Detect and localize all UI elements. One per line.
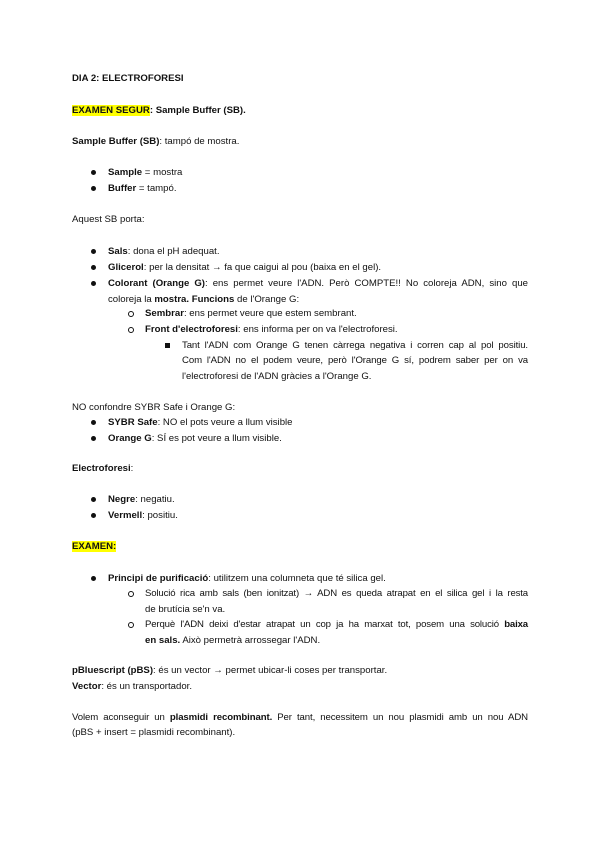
- definition: : ens permet veure l'ADN. Però COMPTE!! No coloreja ADN, sino que: [205, 278, 528, 289]
- bullet-icon: [91, 436, 96, 441]
- list-item-sembrar: [145, 308, 357, 320]
- list-item-vermell: [108, 510, 178, 522]
- adn-note-line-3: l'electroforesi de l'ADN gràcies a l'Orange G.: [182, 371, 372, 382]
- bold-text: mostra. Funcions: [154, 294, 235, 305]
- term: SYBR Safe: [108, 417, 158, 428]
- bullet-icon: [91, 281, 96, 286]
- colorant-line-2: [108, 294, 299, 306]
- circle-bullet-icon: [128, 311, 134, 317]
- page-title: DIA 2: ELECTROFORESI: [72, 73, 184, 84]
- definition: : NO el pots veure a llum visible: [157, 417, 293, 428]
- adn-note-line-1: Tant l'ADN com Orange G tenen càrrega negativa i corren cap al pol positiu.: [182, 340, 528, 351]
- term: Orange G: [108, 433, 152, 444]
- definition: : negatiu.: [135, 494, 175, 505]
- no-confondre-text: NO confondre SYBR Safe i Orange G:: [72, 402, 236, 413]
- term: Sembrar: [145, 308, 184, 319]
- term: Colorant (Orange G): [108, 278, 205, 289]
- bullet-icon: [91, 186, 96, 191]
- volem-line-2: (pBS + insert = plasmidi recombinant).: [72, 727, 236, 738]
- heading-text: Electroforesi: [72, 463, 131, 474]
- definition: : és un vector → permet ubicar-li coses per transportar.: [153, 665, 388, 676]
- bullet-icon: [91, 420, 96, 425]
- exam-highlight: EXAMEN:: [72, 541, 117, 552]
- pbs-definition: [72, 665, 387, 677]
- definition: : SÍ es pot veure a llum visible.: [151, 433, 282, 444]
- list-item-sybr: [108, 417, 293, 429]
- circle-bullet-icon: [128, 591, 134, 597]
- adn-note-line-2: Com l'ADN no el podem veure, però l'Orange G sí, podrem saber per on va: [182, 355, 528, 366]
- definition: : és un transportador.: [101, 681, 193, 692]
- bullet-icon: [91, 576, 96, 581]
- term: Vector: [72, 681, 102, 692]
- square-bullet-icon: [165, 343, 170, 348]
- definition: : ens informa per on va l'electroforesi.: [237, 324, 398, 335]
- bullet-icon: [91, 249, 96, 254]
- list-item-front: [145, 324, 398, 336]
- text: Perquè l'ADN deixi d'estar atrapat un cop ja ha marxat tot, posem una solució: [145, 619, 505, 630]
- vector-definition: [72, 681, 192, 693]
- term: Sals: [108, 246, 128, 257]
- sb-carries-text: Aquest SB porta:: [72, 214, 145, 225]
- bold-text: en sals.: [145, 635, 181, 646]
- bullet-icon: [91, 497, 96, 502]
- bullet-icon: [91, 265, 96, 270]
- text: Per tant, necessitem un nou plasmidi amb un nou ADN: [272, 712, 528, 723]
- term: Sample: [108, 167, 143, 178]
- term: Principi de purificació: [108, 573, 209, 584]
- definition: = tampó.: [136, 183, 177, 194]
- definition: = mostra: [142, 167, 183, 178]
- exam-heading: [72, 541, 116, 553]
- list-item-buffer: [108, 183, 177, 195]
- list-item-colorant: [108, 278, 528, 290]
- heading-colon: :: [130, 463, 134, 474]
- exam-sure-line: [72, 105, 246, 117]
- list-item-sals: [108, 246, 220, 258]
- definition: : positiu.: [142, 510, 178, 521]
- definition: : dona el pH adequat.: [127, 246, 220, 257]
- solucio-line-2: de brutícia se'n va.: [145, 604, 226, 615]
- exam-sure-rest: : Sample Buffer (SB).: [149, 105, 246, 116]
- solucio-line-1: Solució rica amb sals (ben ionitzat) → ADN es queda atrapat en el silica gel i la resta: [145, 588, 528, 599]
- term: Buffer: [108, 183, 137, 194]
- term: Negre: [108, 494, 136, 505]
- list-item-glicerol: [108, 262, 381, 274]
- definition: : per la densitat → fa que caigui al pou (baixa en el gel).: [143, 262, 382, 273]
- definition: : utilitzem una columneta que té silica gel.: [208, 573, 386, 584]
- list-item-orange: [108, 433, 282, 445]
- definition: : ens permet veure que estem sembrant.: [183, 308, 357, 319]
- list-item-negre: [108, 494, 175, 506]
- bullet-icon: [91, 513, 96, 518]
- text: coloreja la: [108, 294, 152, 305]
- bold-text: plasmidi recombinant.: [169, 712, 273, 723]
- list-item-principi: [108, 573, 386, 585]
- sb-meaning: : tampó de mostra.: [159, 136, 240, 147]
- term: pBluescript (pBS): [72, 665, 154, 676]
- term: Front d'electroforesi: [145, 324, 238, 335]
- electroforesi-heading: [72, 463, 133, 475]
- list-item-sample: [108, 167, 182, 179]
- circle-bullet-icon: [128, 327, 134, 333]
- text: de l'Orange G:: [234, 294, 300, 305]
- circle-bullet-icon: [128, 622, 134, 628]
- exam-sure-highlight: EXAMEN SEGUR: [72, 105, 150, 116]
- term: Glicerol: [108, 262, 144, 273]
- term: Vermell: [108, 510, 143, 521]
- volem-line-1: [72, 712, 528, 724]
- text: Volem aconseguir un: [72, 712, 170, 723]
- perque-line-2: [145, 635, 320, 647]
- sample-buffer-definition: [72, 136, 239, 148]
- bullet-icon: [91, 170, 96, 175]
- bold-text: baixa: [504, 619, 528, 630]
- perque-line-1: [145, 619, 528, 631]
- text: Això permetrà arrossegar l'ADN.: [180, 635, 321, 646]
- sb-term: Sample Buffer (SB): [72, 136, 160, 147]
